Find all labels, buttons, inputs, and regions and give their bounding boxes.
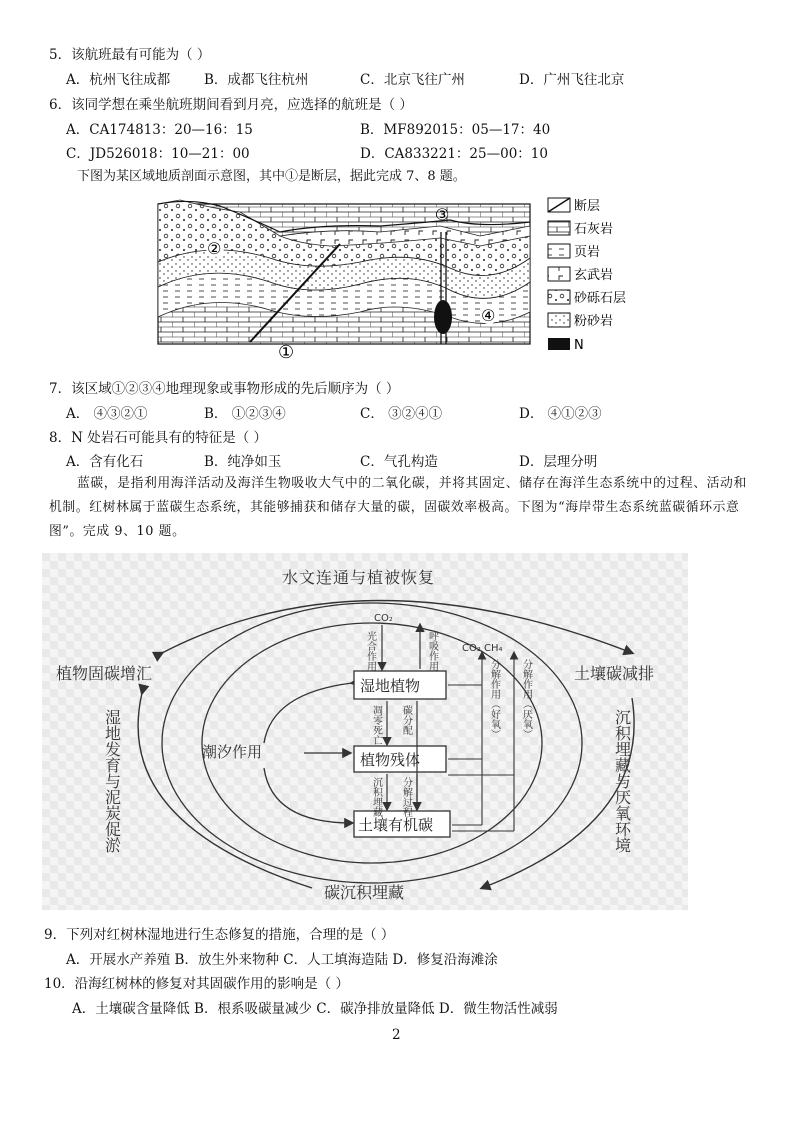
q5-stem: 5．该航班最有可能为（ ） (49, 47, 211, 63)
q8-stem: 8．N 处岩石可能具有的特征是（ ） (49, 430, 267, 446)
label-4: ④ (481, 306, 496, 325)
label-right-arc: 沉积埋藏与厌氧环境 (612, 709, 632, 853)
legend-siltstone: 粉砂岩 (574, 314, 614, 329)
label-respiration: 呼吸作用 (426, 631, 438, 671)
q7-option-c[interactable]: C． ③②④① (360, 406, 443, 422)
legend-n: N (574, 338, 584, 353)
q7-option-d[interactable]: D． ④①②③ (519, 406, 602, 422)
q10-options[interactable]: A．土壤碳含量降低 B．根系吸碳量减少 C．碳净排放量降低 D．微生物活性减弱 (72, 1001, 558, 1017)
label-3: ③ (435, 205, 450, 224)
label-tide: 潮汐作用 (202, 743, 263, 761)
q7-option-b[interactable]: B． ①②③④ (204, 406, 286, 422)
label-sediment-burial: 沉积埋藏 (370, 777, 382, 817)
label-carbon-allocation: 碳分配 (400, 705, 412, 735)
page-number: 2 (392, 1027, 401, 1043)
q6-option-a[interactable]: A．CA174813：20—16：15 (66, 122, 253, 138)
q6-options-row2 (66, 145, 746, 163)
q5-options (66, 71, 746, 89)
q9-options[interactable]: A．开展水产养殖 B．放生外来物种 C．人工填海造陆 D．修复沿海滩涂 (66, 952, 498, 968)
blue-carbon-cycle-figure (42, 553, 688, 910)
legend (548, 198, 626, 353)
q6-option-c[interactable]: C．JD526018：10—21：00 (66, 146, 250, 162)
label-decomposition-process: 分解过程 (400, 777, 412, 817)
q5-option-a[interactable]: A．杭州飞往成都 (66, 72, 171, 88)
label-aerobic: 分解作用（好氧） (488, 659, 500, 739)
label-left: 植物固碳增汇 (56, 664, 153, 683)
label-2: ② (207, 239, 222, 258)
q7-option-a[interactable]: A． ④③②① (66, 406, 148, 422)
legend-limestone: 石灰岩 (574, 222, 614, 237)
box-plant-residue: 植物残体 (360, 751, 421, 769)
q6-options-row1 (66, 121, 746, 139)
q9-stem: 9．下列对红树林湿地进行生态修复的措施，合理的是（ ） (44, 927, 395, 943)
label-co2: CO₂ (374, 613, 393, 624)
q8-option-b[interactable]: B．纯净如玉 (204, 454, 282, 470)
label-1: ① (278, 342, 295, 362)
box-wetland-plants: 湿地植物 (360, 677, 421, 695)
q6-option-b[interactable]: B．MF892015：05—17：40 (360, 122, 551, 138)
geologic-section-figure (150, 192, 650, 362)
label-photosynthesis: 光合作用 (364, 631, 376, 671)
label-bottom: 碳沉积埋藏 (324, 883, 405, 902)
label-wither: 凋零死亡 (370, 705, 382, 745)
q5-option-c[interactable]: C．北京飞往广州 (360, 72, 465, 88)
intro-78: 下图为某区域地质剖面示意图，其中①是断层，据此完成 7、8 题。 (77, 169, 466, 184)
box-soil-organic-carbon: 土壤有机碳 (358, 816, 434, 834)
q7-stem: 7．该区域①②③④地理现象或事物形成的先后顺序为（ ） (49, 381, 400, 397)
label-top: 水文连通与植被恢复 (282, 568, 436, 587)
q5-option-b[interactable]: B．成都飞往杭州 (204, 72, 309, 88)
legend-gravel: 砂砾石层 (574, 291, 627, 306)
label-right: 土壤碳减排 (574, 664, 655, 683)
legend-shale: 页岩 (574, 245, 601, 260)
label-anaerobic: 分解作用（厌氧） (520, 659, 532, 739)
q5-option-d[interactable]: D．广州飞往北京 (519, 72, 625, 88)
q6-option-d[interactable]: D．CA833221：25—00：10 (360, 146, 548, 162)
legend-fault: 断层 (574, 199, 601, 214)
q10-stem: 10．沿海红树林的修复对其固碳作用的影响是（ ） (44, 976, 349, 992)
label-left-arc: 湿地发育与泥炭促淤 (102, 709, 122, 853)
q6-stem: 6．该同学想在乘坐航班期间看到月亮，应选择的航班是（ ） (49, 97, 413, 113)
intro-910: 蓝碳，是指利用海洋活动及海洋生物吸收大气中的二氧化碳，并将其固定、储存在海洋生态系统中的过程、活动和机制。红树林属于蓝碳生态系统，其能够捕获和储存大量的碳，固碳效率极高。下图为“海岸带生态系统蓝碳循环示意图”。完成 9、10 题。 (49, 476, 747, 539)
q7-options (66, 405, 746, 423)
q8-options (66, 453, 746, 471)
q8-option-d[interactable]: D．层理分明 (519, 454, 598, 470)
q8-option-c[interactable]: C．气孔构造 (360, 454, 438, 470)
q8-option-a[interactable]: A．含有化石 (66, 454, 144, 470)
label-co2-ch4: CO₂ CH₄ (462, 643, 503, 654)
legend-basalt: 玄武岩 (574, 268, 614, 283)
